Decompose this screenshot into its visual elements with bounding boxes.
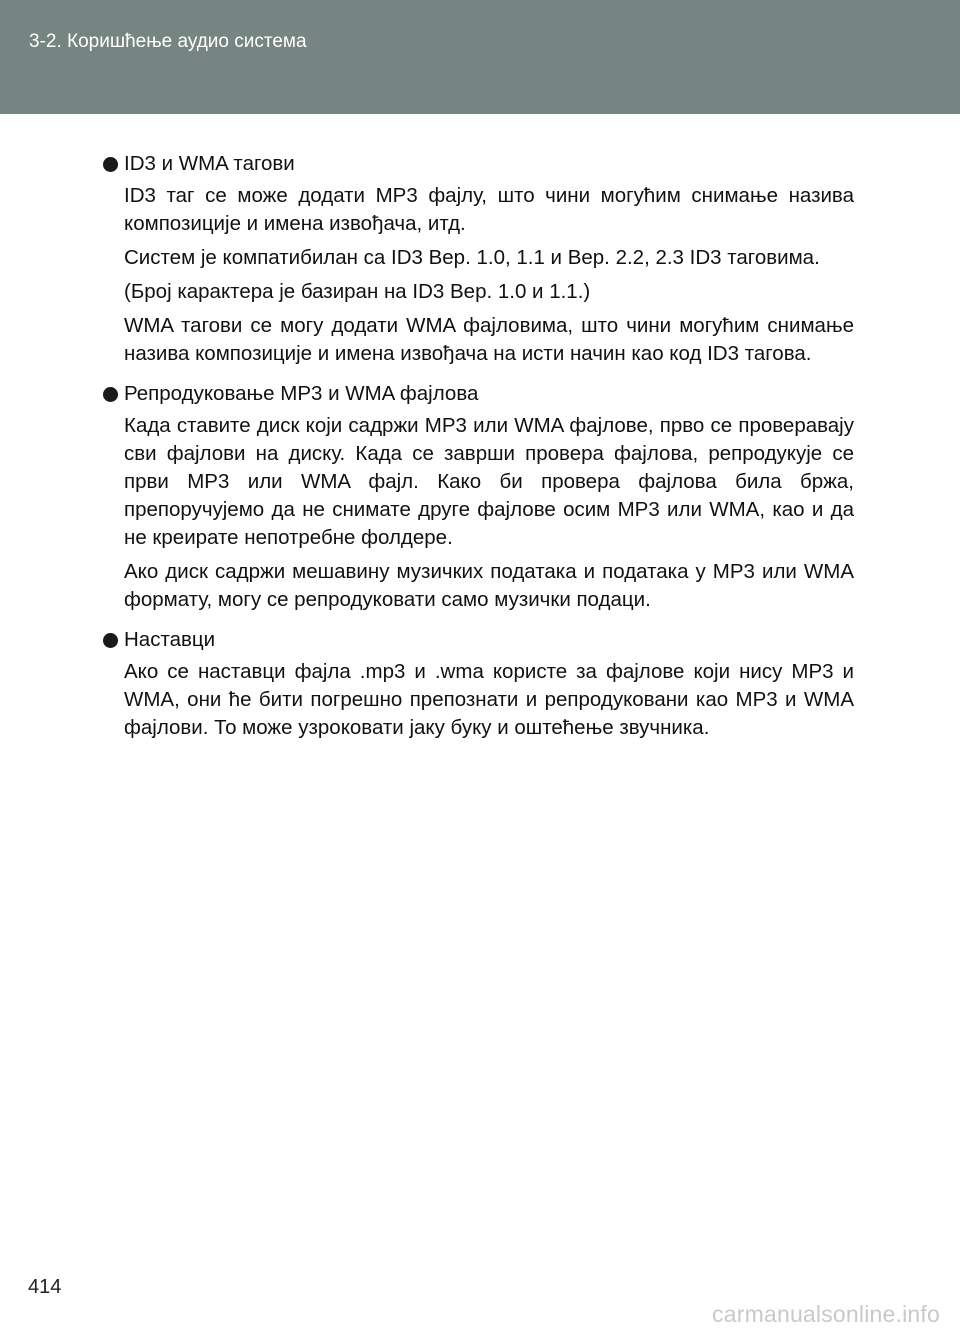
paragraph: Систем је компатибилан са ID3 Вер. 1.0, 1.1 и Вер. 2.2, 2.3 ID3 таговима. — [124, 246, 820, 269]
paragraph: Ако се наставци фајла .mp3 и .wma користе за фајлове који нису MP3 и WMA, они ће бити погрешно препознати и репродуковани као MP3 и WMA фајлови. То може узроковати јаку буку и оштећење звучника. — [124, 660, 854, 739]
bullet-icon — [103, 633, 118, 648]
section-extensions — [124, 626, 854, 742]
paragraph: Ако диск садржи мешавину музичких података и података у MP3 или WMA формату, могу се репродуковати само музички подаци. — [124, 560, 854, 611]
paragraph: WMA тагови се могу додати WMA фајловима, што чини могућим снимање назива композиције и имена извођача на исти начин као код ID3 тагова. — [124, 314, 854, 365]
page-number: 414 — [28, 1276, 62, 1298]
item-title: Наставци — [124, 628, 216, 651]
item-heading — [103, 626, 854, 654]
section-playing-files — [124, 380, 854, 614]
bullet-icon — [103, 387, 118, 402]
paragraph: (Број карактера је базиран на ID3 Вер. 1.0 и 1.1.) — [124, 280, 591, 303]
item-heading — [103, 150, 854, 178]
section-id3-wma-tags — [124, 150, 854, 368]
watermark: carmanualsonline.info — [712, 1301, 940, 1327]
paragraph: Када ставите диск који садржи MP3 или WMA фајлове, прво се проверавају сви фајлови на диску. Када се заврши провера фајлова, репродукује се први MP3 или WMA фајл. Како би провера фајлова била бржа, препоручујемо да не снимате друге фајлове осим MP3 или WMA, као и да не креирате непотребне фолдере. — [124, 414, 854, 549]
item-title: Репродуковање MP3 и WMA фајлова — [124, 382, 479, 405]
page-content — [124, 150, 854, 754]
bullet-icon — [103, 157, 118, 172]
item-heading — [103, 380, 854, 408]
section-title: 3-2. Коришћење аудио система — [29, 31, 307, 52]
paragraph: ID3 таг се може додати MP3 фајлу, што чини могућим снимање назива композиције и имена извођача, итд. — [124, 184, 854, 235]
header-band — [0, 0, 960, 114]
item-title: ID3 и WMA тагови — [124, 152, 295, 175]
